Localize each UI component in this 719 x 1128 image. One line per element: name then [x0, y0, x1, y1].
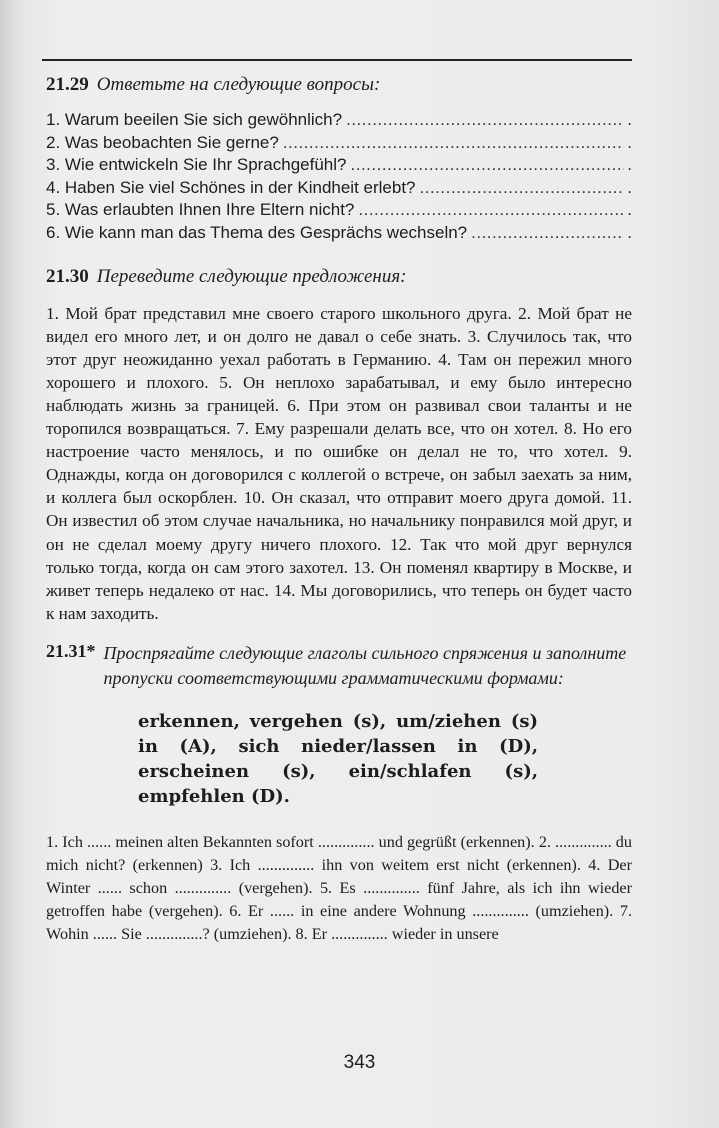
answer-blank [471, 223, 624, 243]
question-end-mark: . [627, 177, 632, 197]
exercise-31-number: 21.31* [46, 640, 96, 661]
answer-blank [358, 200, 624, 220]
exercise-29-instruction: Ответьте на следующие вопросы: [96, 74, 381, 95]
question-item [46, 155, 632, 178]
exercise-29-questions [46, 110, 632, 246]
question-end-mark: . [627, 110, 632, 129]
question-end-mark: . [627, 200, 632, 220]
question-item [46, 223, 632, 246]
answer-blank [420, 178, 625, 198]
question-text: 5. Was erlaubten Ihnen Ihre Eltern nicht? [46, 200, 355, 220]
exercise-29-number: 21.29 [46, 74, 89, 95]
verb-list: erkennen, vergehen (s), um/ziehen (s) in (A), sich nieder/lassen in (D), erscheinen (s), ein/schlafen (s), empfehlen (D). [138, 710, 538, 807]
exercise-30-instruction: Переведите следующие предложения: [96, 265, 407, 287]
page-number: 343 [343, 1052, 376, 1073]
question-end-mark: . [627, 132, 632, 152]
answer-blank [351, 155, 625, 175]
question-item [46, 178, 632, 201]
exercise-30-number: 21.30 [46, 265, 89, 287]
answer-blank [283, 133, 624, 153]
header-rule [42, 59, 632, 61]
question-end-mark: . [627, 155, 632, 175]
exercise-31-instruction: Проспрягайте следующие глаголы сильного спряжения и заполните пропуски соответствующими грамматическими формами: [103, 642, 627, 688]
question-text: 4. Haben Sie viel Schönes in der Kindheit erlebt? [46, 177, 416, 197]
answer-blank [346, 110, 624, 130]
question-end-mark: . [627, 222, 632, 242]
question-text: 1. Warum beeilen Sie sich gewöhnlich? [46, 110, 343, 129]
question-item [46, 200, 632, 223]
exercise-29-heading [46, 74, 632, 96]
question-item [46, 133, 632, 156]
exercise-30-text: 1. Мой брат представил мне своего старого школьного друга. 2. Мой брат не видел его много лет, и он долго не давал о себе знать. 3. Случилось так, что этот друг неожиданно уехал работать в Германию. 4. Там он пережил много хорошего и плохого. 5. Он неплохо зарабатывал, и ему было интересно наблюдать жизнь за границей. 6. При этом он развивал свои таланты и не торопился возвращаться. 7. Ему разрешали делать все, что он хотел. 8. Но его настроение часто менялось, и по ошибке он делал не то, что хотел. 9. Однажды, когда он договорился с коллегой о встрече, он забыл заехать за ним, и коллега был оскорблен. 10. Он сказал, что отправит моего друга домой. 11. Он известил об этом случае начальника, но начальнику понравился мой друг, и он не сделал моему другу ничего плохого. 12. Так что мой друг вернулся только тогда, когда он сам этого захотел. 13. Он поменял квартиру в Москве, и живет теперь недалеко от нас. 14. Мы договорились, что теперь он будет часто к нам заходить. [46, 303, 632, 623]
exercise-30-heading [46, 266, 632, 288]
exercise-31-text: 1. Ich ...... meinen alten Bekannten sofort .............. und gegrüßt (erkennen). 2. .............. du mich nicht? (erkennen) 3. Ich .............. ihn von weitem erst nicht (erkennen). 4. Der Winter ...... schon .............. (vergehen). 5. Es .............. fünf Jahre, als ich ihn wieder getroffen habe (vergehen). 6. Er ...... in eine andere Wohnung .............. (umziehen). 7. Wohin ...... Sie ..............? (umziehen). 8. Er .............. wieder in unsere [46, 832, 632, 943]
exercise-31-heading [46, 641, 632, 691]
page-content [46, 74, 632, 962]
question-text: 6. Wie kann man das Thema des Gesprächs wechseln? [46, 222, 468, 242]
question-text: 3. Wie entwickeln Sie Ihr Sprachgefühl? [46, 155, 347, 175]
question-item [46, 110, 632, 133]
question-text: 2. Was beobachten Sie gerne? [46, 132, 279, 152]
